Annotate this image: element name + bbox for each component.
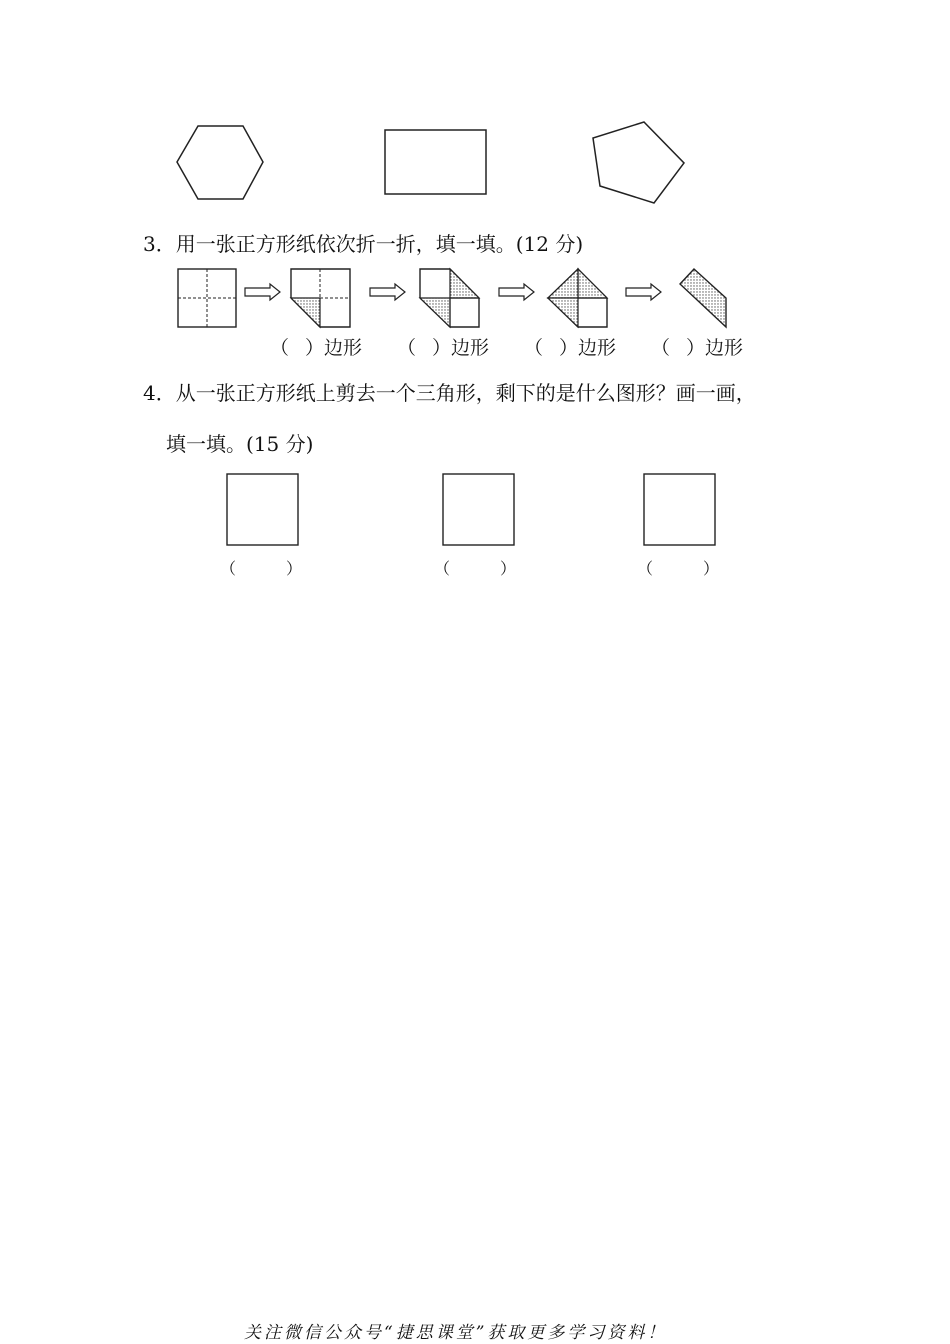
square-answer-blank-1[interactable]: （ ） bbox=[220, 559, 303, 578]
arrow-icon-2 bbox=[370, 284, 405, 300]
question-4-number: 4． bbox=[143, 381, 176, 405]
arrow-icon-1 bbox=[245, 284, 280, 300]
fold-answer-blank-4[interactable]: （ ）边形 bbox=[651, 337, 744, 359]
fold-step-3-shape bbox=[420, 269, 479, 327]
square-answer-blank-3[interactable]: （ ） bbox=[637, 559, 720, 578]
question-3-number: 3． bbox=[143, 232, 176, 256]
fold-answer-blank-2[interactable]: （ ）边形 bbox=[397, 337, 490, 359]
footer-note: 关注微信公众号“捷思课堂”获取更多学习资料！ bbox=[244, 1323, 668, 1343]
arrow-icon-3 bbox=[499, 284, 534, 300]
arrow-icon-4 bbox=[626, 284, 661, 300]
fold-step-2-shape bbox=[291, 269, 350, 327]
question-3-text: 用一张正方形纸依次折一折，填一填。(12 分) bbox=[175, 232, 584, 256]
square-answer-blank-2[interactable]: （ ） bbox=[434, 559, 517, 578]
fold-answer-blank-1[interactable]: （ ）边形 bbox=[270, 337, 363, 359]
drawing-square-2 bbox=[443, 474, 514, 545]
fold-step-1-square bbox=[178, 269, 236, 327]
fold-step-4-shape bbox=[548, 269, 607, 327]
drawing-square-1 bbox=[227, 474, 298, 545]
fold-step-5-shape bbox=[680, 269, 726, 327]
drawing-square-3 bbox=[644, 474, 715, 545]
question-4-line-1 bbox=[143, 377, 756, 406]
question-3 bbox=[143, 228, 583, 257]
fold-answer-blank-3[interactable]: （ ）边形 bbox=[524, 337, 617, 359]
question-4-line-2: 填一填。(15 分) bbox=[166, 432, 314, 456]
question-4-text: 从一张正方形纸上剪去一个三角形，剩下的是什么图形？画一画， bbox=[175, 381, 756, 405]
